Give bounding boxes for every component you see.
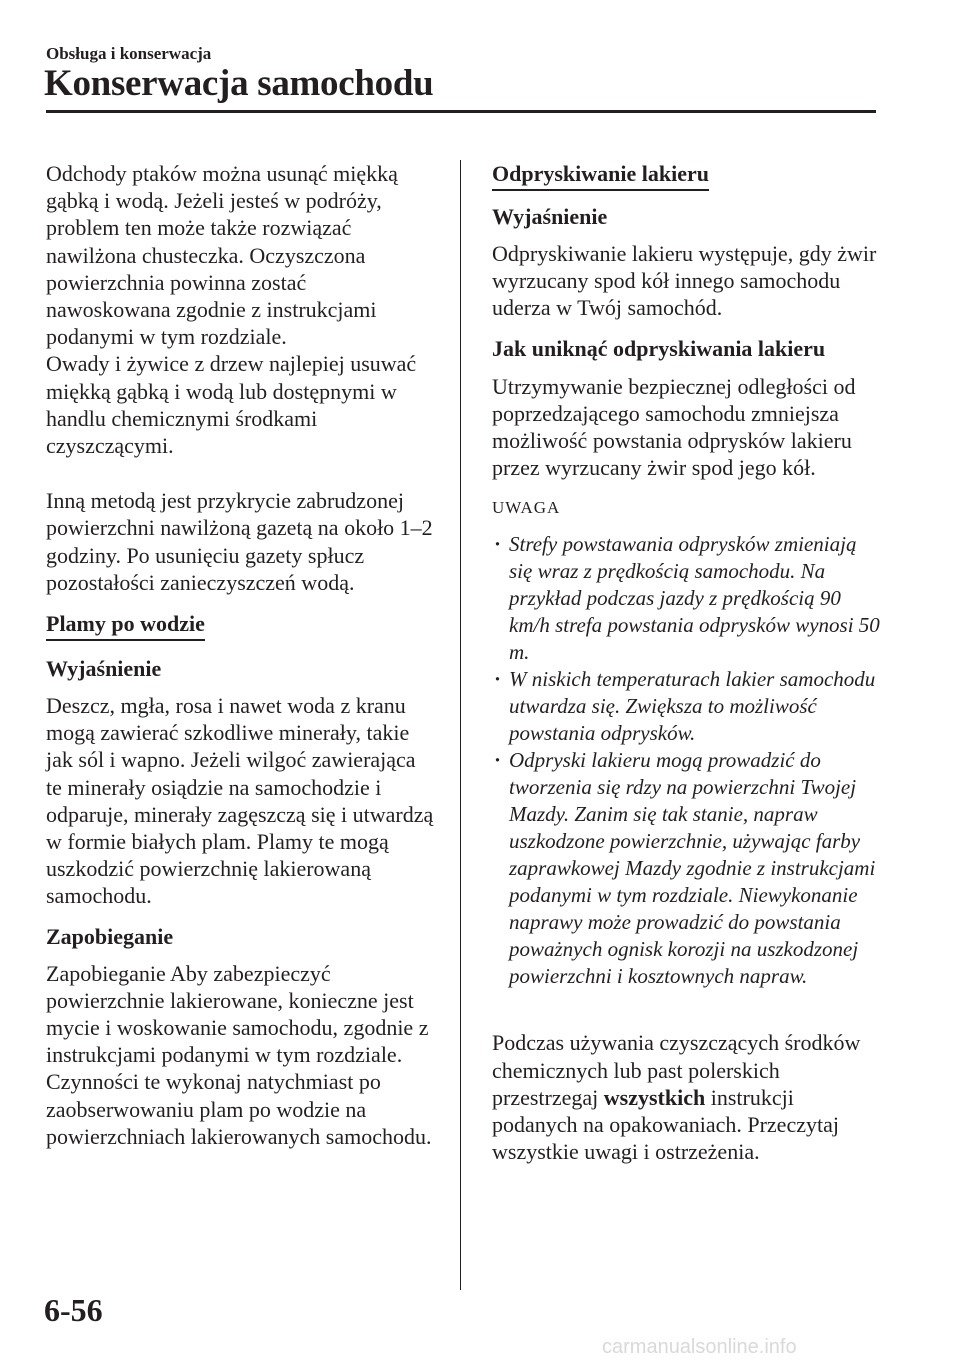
caution-item: · Strefy powstawania odprysków zmieniają się wraz z prędkością samochodu. Na przykład podczas jazdy z prędkością 90 km/h strefa powstania odprysków wynosi 50 m. [494, 532, 880, 665]
caution-list [492, 531, 882, 990]
bullet-icon: · [494, 748, 502, 773]
chipping-heading: Odpryskiwanie lakieru [492, 160, 709, 191]
page-title: Konserwacja samochodu [44, 63, 434, 104]
column-divider [460, 160, 461, 1290]
title-rule [46, 110, 876, 113]
caution-label: UWAGA [492, 498, 561, 518]
water-spots-prevention-heading: Zapobieganie [46, 923, 174, 949]
chipping-explanation-heading: Wyjaśnienie [492, 204, 608, 229]
watermark: carmanualsonline.info [602, 1336, 797, 1358]
newspaper-method-paragraph: Inną metodą jest przykrycie zabrudzonej powierzchni nawilżoną gazetą na około 1–2 godziny. Po usunięciu gazety spłucz pozostałości zanieczyszczeń wodą. [46, 488, 433, 595]
caution-item: · Odpryski lakieru mogą prowadzić do tworzenia się rdzy na powierzchni Twojej Mazdy. Zanim się tak stanie, napraw uszkodzone powierzchnie, używając farby zaprawkowej Mazdy zgodnie z instrukcjami podanymi w tym rozdziale. Niewykonanie naprawy może prowadzić do powstania poważnych ognisk korozji na uszkodzonej powierzchni i kosztownych napraw. [494, 748, 876, 989]
section-label: Obsługa i konserwacja [46, 44, 212, 63]
chipping-avoid-heading: Jak uniknąć odpryskiwania lakieru [492, 335, 826, 361]
emphasis-all: wszystkich [603, 1084, 706, 1110]
water-spots-heading: Plamy po wodzie [46, 610, 205, 641]
bird-droppings-paragraph: Odchody ptaków można usunąć miękką gąbką i wodą. Jeżeli jesteś w podróży, problem ten może także rozwiązać nawilżona chusteczka. Oczyszczona powierzchnia powinna zostać nawoskowana zgodnie z instrukcjami podanymi w tym rozdziale. [46, 161, 398, 350]
chemical-cleaners-paragraph: Podczas używania czyszczących środków chemicznych lub past polerskich przestrzegaj wszystkich instrukcji podanych na opakowaniach. Przeczytaj wszystkie uwagi i ostrzeżenia. [492, 1030, 861, 1165]
insects-paragraph: Owady i żywice z drzew najlepiej usuwać miękką gąbką i wodą lub dostępnymi w handlu chemicznymi środkami czyszczącymi. [46, 351, 417, 459]
page-number: 6-56 [44, 1292, 103, 1328]
water-spots-prevention: Zapobieganie Aby zabezpieczyć powierzchnie lakierowane, konieczne jest mycie i woskowanie samochodu, zgodnie z instrukcjami podanymi w tym rozdziale. Czynności te wykonaj natychmiast po zaobserwowaniu plam po wodzie na powierzchniach lakierowanych samochodu. [46, 960, 432, 1149]
bullet-icon: · [494, 532, 502, 557]
bullet-icon: · [494, 667, 502, 692]
right-column [492, 160, 882, 1165]
chipping-explanation: Odpryskiwanie lakieru występuje, gdy żwir wyrzucany spod kół innego samochodu uderza w Twój samochód. [492, 241, 877, 321]
water-spots-explanation: Deszcz, mgła, rosa i nawet woda z kranu mogą zawierać szkodliwe minerały, takie jak sól i wapno. Jeżeli wilgoć zawierająca te minerały osiądzie na samochodzie i odparuje, minerały zagęszczą się i utwardzą w formie białych plam. Plamy te mogą uszkodzić powierzchnię lakierowaną samochodu. [46, 693, 434, 909]
water-spots-explanation-heading: Wyjaśnienie [46, 656, 162, 682]
chipping-avoid-text: Utrzymywanie bezpiecznej odległości od poprzedzającego samochodu zmniejsza możliwość powstania odprysków lakieru przez wyrzucany żwir spod jego kół. [492, 373, 856, 481]
left-column [46, 160, 436, 1150]
caution-item: · W niskich temperaturach lakier samochodu utwardza się. Zwiększa to możliwość powstania odprysków. [494, 667, 876, 746]
